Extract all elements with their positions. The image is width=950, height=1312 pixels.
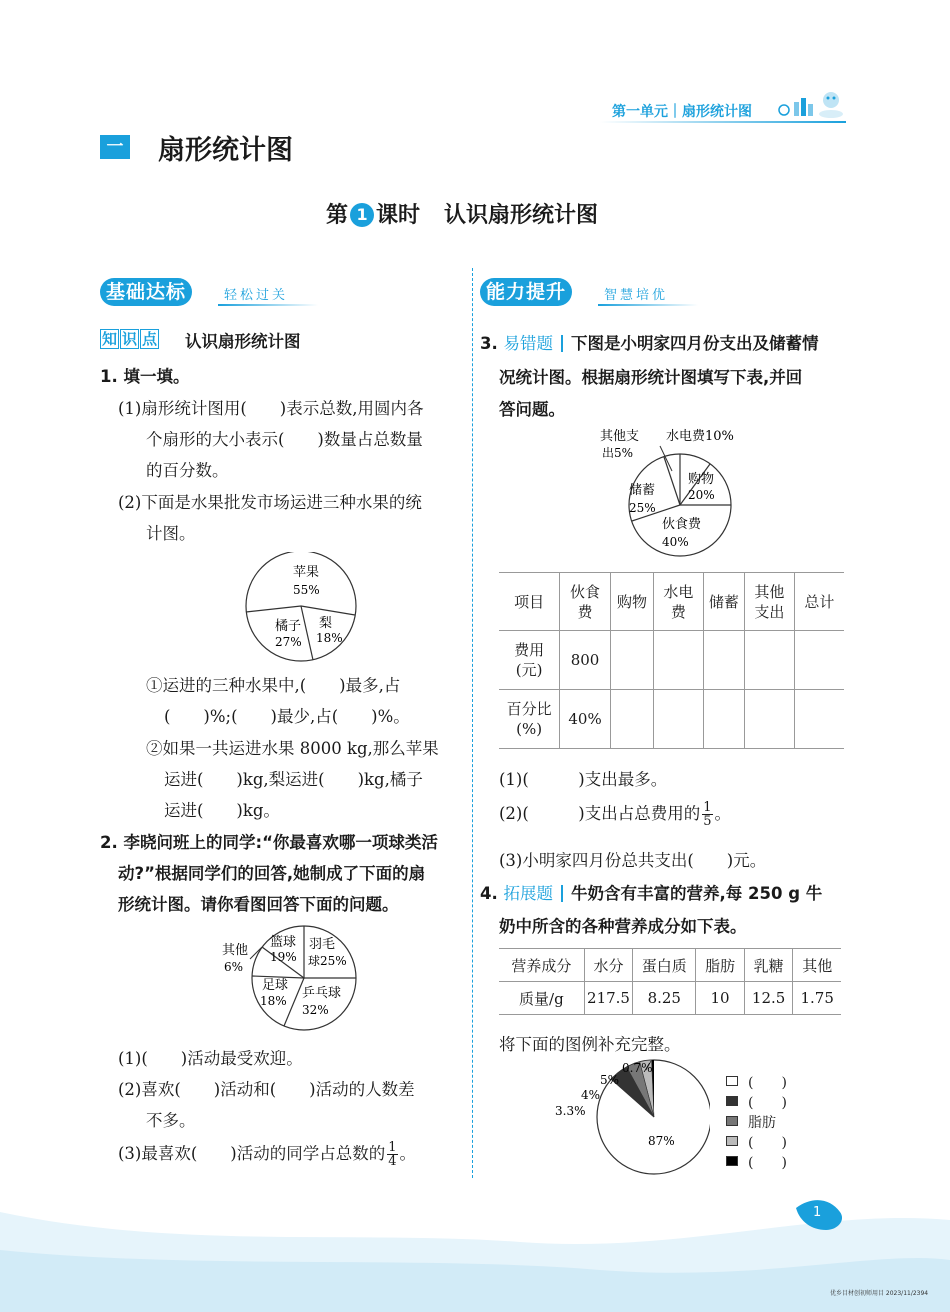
q4-heading-line2: 奶中所含的各种营养成分如下表。 <box>499 917 747 936</box>
q3-heading-line2: 况统计图。根据扇形统计图填写下表,并回 <box>499 368 803 387</box>
spend-value-shopping: 20% <box>688 488 715 502</box>
ball-value-basketball: 19% <box>270 950 297 964</box>
q1-s1-line1: ①运进的三种水果中,( )最多,占 <box>146 676 401 695</box>
q1-heading: 1. 填一填。 <box>100 367 190 386</box>
table-row: 项目 伙食费 购物 水电费 储蓄 其他支出 总计 <box>499 573 844 631</box>
fruit-value-pear: 18% <box>316 631 343 645</box>
unit-title: 扇形统计图 <box>158 135 293 166</box>
q1-s2-line1: ②如果一共运进水果 8000 kg,那么苹果 <box>146 739 439 758</box>
knowledge-point-tag: 知 识 点 <box>102 330 158 348</box>
ball-label-basketball: 篮球 <box>270 935 297 950</box>
fruit-label-pear: 梨 <box>319 616 333 631</box>
legend-item: ( ) <box>726 1093 787 1113</box>
spending-pie-chart <box>598 424 748 562</box>
q3-fraction: $\frac{1}{5}$ <box>703 800 712 829</box>
ball-label-soccer: 足球 <box>262 978 289 993</box>
spend-label-other-line1: 其他支 <box>600 429 640 444</box>
table-cell-empty[interactable] <box>703 690 745 749</box>
q2-fraction: $\frac{1}{4}$ <box>388 1140 397 1169</box>
milk-legend <box>726 1073 787 1173</box>
table-cell-empty[interactable] <box>654 631 704 690</box>
milk-value-protein: 3.3% <box>555 1104 586 1118</box>
footer-note: 优乡目材创初师用目 2023/11/2394 <box>830 1290 929 1297</box>
q1-p1-line3: 的百分数。 <box>146 461 229 480</box>
spend-label-savings: 储蓄 <box>629 483 656 498</box>
knowledge-point-title: 认识扇形统计图 <box>185 332 301 351</box>
q2-heading-line2: 动?”根据同学们的回答,她制成了下面的扇 <box>118 864 426 883</box>
q1-p1-line2: 个扇形的大小表示( )数量占总数量 <box>146 430 423 449</box>
milk-pie-chart <box>550 1058 710 1176</box>
q1-s2-line2: 运进( )kg,梨运进( )kg,橘子 <box>164 770 423 789</box>
right-banner-subtitle: 智慧培优 <box>604 288 669 303</box>
lesson-suffix: 课时 <box>376 203 421 228</box>
table-cell-empty[interactable] <box>745 690 795 749</box>
ball-value-pingpong: 32% <box>302 1003 329 1017</box>
spend-value-food: 40% <box>662 535 689 549</box>
table-cell-empty[interactable] <box>794 631 844 690</box>
table-cell-empty[interactable] <box>654 690 704 749</box>
ball-value-soccer: 18% <box>260 994 287 1008</box>
fruit-value-orange: 27% <box>275 635 302 649</box>
q4-tag: 拓展题 <box>503 884 553 903</box>
q3-tag: 易错题 <box>503 334 553 353</box>
q3-heading-line1: 3. 易错题 下图是小明家四月份支出及储蓄情 <box>480 334 819 353</box>
column-divider <box>472 268 473 1178</box>
page-number: 1 <box>813 1205 822 1220</box>
footer-wave <box>0 1190 950 1312</box>
running-header: 第一单元｜扇形统计图 <box>612 104 752 120</box>
right-section-banner <box>480 278 700 308</box>
q1-p2-line1: (2)下面是水果批发市场运进三种水果的统 <box>118 493 422 512</box>
spend-value-savings: 25% <box>629 501 656 515</box>
fruit-pie-chart <box>245 552 365 662</box>
fruit-label-apple: 苹果 <box>293 565 320 580</box>
table-row: 质量/g 217.5 8.25 10 12.5 1.75 <box>499 982 841 1015</box>
legend-item: ( ) <box>726 1073 787 1093</box>
left-section-banner <box>100 278 320 308</box>
table-row: 百分比(%) 40% <box>499 690 844 749</box>
q1-p2-line2: 计图。 <box>146 524 196 543</box>
left-banner-title: 基础达标 <box>100 278 192 306</box>
q1-p1-line1: (1)扇形统计图用( )表示总数,用圆内各 <box>118 399 424 418</box>
q2-answer-1: (1)( )活动最受欢迎。 <box>118 1049 303 1068</box>
lesson-title <box>326 198 598 229</box>
ball-label-other: 其他 <box>222 943 249 958</box>
ball-label-badminton-bottom: 球25% <box>308 954 347 968</box>
spend-label-utility: 水电费10% <box>666 429 734 444</box>
q3-answer-2: (2)( )支出占总费用的 $\frac{1}{5}$ 。 <box>499 800 732 829</box>
ball-pie-chart <box>218 925 363 1035</box>
spend-label-food: 伙食费 <box>662 517 702 532</box>
unit-badge: 一 <box>100 135 130 159</box>
q3-answer-1: (1)( )支出最多。 <box>499 770 668 789</box>
table-cell-empty[interactable] <box>794 690 844 749</box>
table-cell-empty[interactable] <box>703 631 745 690</box>
milk-value-water: 87% <box>648 1134 675 1148</box>
table-cell-empty[interactable] <box>610 631 653 690</box>
q4-instruction: 将下面的图例补充完整。 <box>499 1035 681 1054</box>
milk-value-fat: 4% <box>581 1088 601 1102</box>
milk-value-other: 0.7% <box>622 1061 653 1075</box>
q2-answer-2-line1: (2)喜欢( )活动和( )活动的人数差 <box>118 1080 415 1099</box>
legend-item: 脂肪 <box>726 1113 787 1133</box>
ball-label-badminton-top: 羽毛 <box>309 937 336 952</box>
table-cell-empty[interactable] <box>745 631 795 690</box>
q1-s2-line3: 运进( )kg。 <box>164 801 280 820</box>
table-row: 费用(元) 800 <box>499 631 844 690</box>
spend-label-shopping: 购物 <box>688 472 715 487</box>
q1-s1-line2: ( )%;( )最少,占( )%。 <box>164 707 410 726</box>
q2-heading-line1: 2. 李晓问班上的同学:“你最喜欢哪一项球类活 <box>100 833 438 852</box>
lesson-number: 1 <box>350 203 374 227</box>
legend-item: ( ) <box>726 1153 787 1173</box>
q2-heading-line3: 形统计图。请你看图回答下面的问题。 <box>118 895 399 914</box>
ball-label-pingpong: 乒乓球 <box>302 986 342 1001</box>
q4-table <box>499 948 841 1015</box>
spend-label-other-line2: 出5% <box>602 446 634 460</box>
q3-answer-3: (3)小明家四月份总共支出( )元。 <box>499 851 767 870</box>
q2-answer-2-line2: 不多。 <box>146 1111 196 1130</box>
milk-value-lactose: 5% <box>600 1073 620 1087</box>
fruit-value-apple: 55% <box>293 583 320 597</box>
left-banner-subtitle: 轻松过关 <box>224 288 289 303</box>
table-cell-empty[interactable] <box>610 690 653 749</box>
header-decoration-icon <box>776 88 846 120</box>
lesson-name: 认识扇形统计图 <box>444 203 599 228</box>
q3-heading-line3: 答问题。 <box>499 400 565 419</box>
lesson-prefix: 第 <box>326 203 349 228</box>
q4-heading-line1: 4. 拓展题 牛奶含有丰富的营养,每 250 g 牛 <box>480 884 823 903</box>
q3-table <box>499 572 844 749</box>
fruit-label-orange: 橘子 <box>275 619 302 634</box>
legend-item: ( ) <box>726 1133 787 1153</box>
right-banner-title: 能力提升 <box>480 278 572 306</box>
table-row: 营养成分 水分 蛋白质 脂肪 乳糖 其他 <box>499 949 841 982</box>
ball-value-other: 6% <box>224 960 244 974</box>
header-rule <box>600 121 846 123</box>
q2-answer-3: (3)最喜欢( )活动的同学占总数的 $\frac{1}{4}$ 。 <box>118 1140 417 1169</box>
